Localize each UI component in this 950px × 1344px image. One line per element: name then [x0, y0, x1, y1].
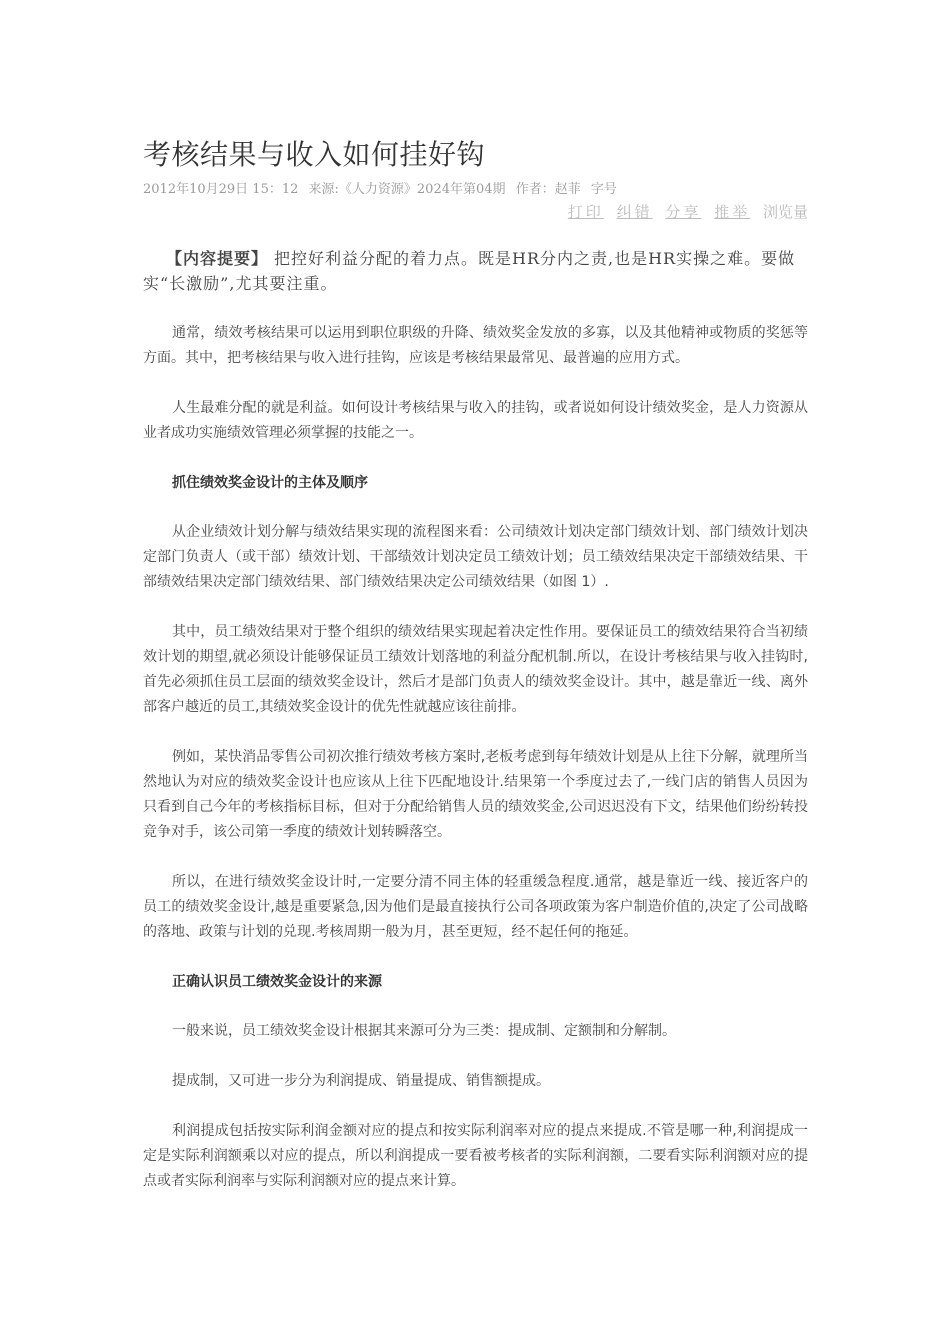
- share-link[interactable]: 分享: [665, 203, 702, 221]
- publish-date: 2012年10月29日 15：12: [143, 182, 299, 197]
- recommend-link[interactable]: 推举: [714, 203, 751, 221]
- body-paragraph: 所以，在进行绩效奖金设计时,一定要分清不同主体的轻重缓急程度.通常，越是靠近一线、接近客户的员工的绩效奖金设计,越是重要紧急,因为他们是最直接执行公司各项政策为客户制造价值的,决定了公司战略的落地、政策与计划的兑现.考核周期一般为月，甚至更短，经不起任何的拖延。: [143, 873, 808, 940]
- summary-text: 把控好利益分配的着力点。既是HR分内之责,也是HR实操之难。要做实“长激励”,尤其要注重。: [143, 249, 796, 293]
- body-paragraph: 从企业绩效计划分解与绩效结果实现的流程图来看：公司绩效计划决定部门绩效计划、部门绩效计划决定部门负责人（或干部）绩效计划、干部绩效计划决定员工绩效计划；员工绩效结果决定干部绩效结果、干部绩效结果决定部门绩效结果、部门绩效结果决定公司绩效结果（如图 1）.: [143, 524, 808, 591]
- correct-link[interactable]: 纠错: [616, 203, 653, 221]
- section-heading: 正确认识员工绩效奖金设计的来源: [172, 973, 382, 990]
- section-heading: 抓住绩效奖金设计的主体及顺序: [172, 474, 368, 491]
- summary-label: 【内容提要】: [166, 249, 269, 268]
- article-actions: [560, 201, 808, 222]
- body-paragraph: 人生最难分配的就是利益。如何设计考核结果与收入的挂钩，或者说如何设计绩效奖金，是人力资源从业者成功实施绩效管理必须掌握的技能之一。: [143, 399, 808, 441]
- article-meta: [143, 178, 623, 197]
- article-body: [143, 321, 808, 1219]
- article-summary: [143, 246, 808, 296]
- body-paragraph: 例如，某快消品零售公司初次推行绩效考核方案时,老板考虑到每年绩效计划是从上往下分解，就理所当然地认为对应的绩效奖金设计也应该从上往下匹配地设计.结果第一个季度过去了,一线门店的销售人员因为只看到自己今年的考核指标目标，但对于分配给销售人员的绩效奖金,公司迟迟没有下文，结果他们纷纷转投竞争对手，该公司第一季度的绩效计划转瞬落空。: [143, 748, 808, 840]
- body-paragraph: 一般来说，员工绩效奖金设计根据其来源可分为三类：提成制、定额制和分解制。: [172, 1023, 676, 1040]
- body-paragraph: 提成制，又可进一步分为利润提成、销量提成、销售额提成。: [172, 1073, 550, 1090]
- body-paragraph: 利润提成包括按实际利润金额对应的提点和按实际利润率对应的提点来提成.不管是哪一种,利润提成一定是实际利润额乘以对应的提点，所以利润提成一要看被考核者的实际利润额，二要看实际利润额对应的提点或者实际利润率与实际利润额对应的提点来计算。: [143, 1122, 808, 1189]
- views-label: 浏览量: [762, 203, 808, 221]
- font-size-label[interactable]: 字号: [590, 182, 617, 197]
- article-author: 作者：赵菲: [515, 182, 581, 197]
- body-paragraph: 其中，员工绩效结果对于整个组织的绩效结果实现起着决定性作用。要保证员工的绩效结果符合当初绩效计划的期望,就必须设计能够保证员工绩效计划落地的利益分配机制.所以，在设计考核结果与收入挂钩时,首先必须抓住员工层面的绩效奖金设计，然后才是部门负责人的绩效奖金设计。其中，越是靠近一线、离外部客户越近的员工,其绩效奖金设计的优先性就越应该往前排。: [143, 624, 808, 716]
- print-link[interactable]: 打印: [567, 203, 604, 221]
- body-paragraph: 通常，绩效考核结果可以运用到职位职级的升降、绩效奖金发放的多寡，以及其他精神或物质的奖惩等方面。其中，把考核结果与收入进行挂钩，应该是考核结果最常见、最普遍的应用方式。: [143, 325, 808, 366]
- article-source: 来源:《人力资源》2024年第04期: [308, 182, 506, 197]
- article-title: 考核结果与收入如何挂好钩: [143, 138, 486, 171]
